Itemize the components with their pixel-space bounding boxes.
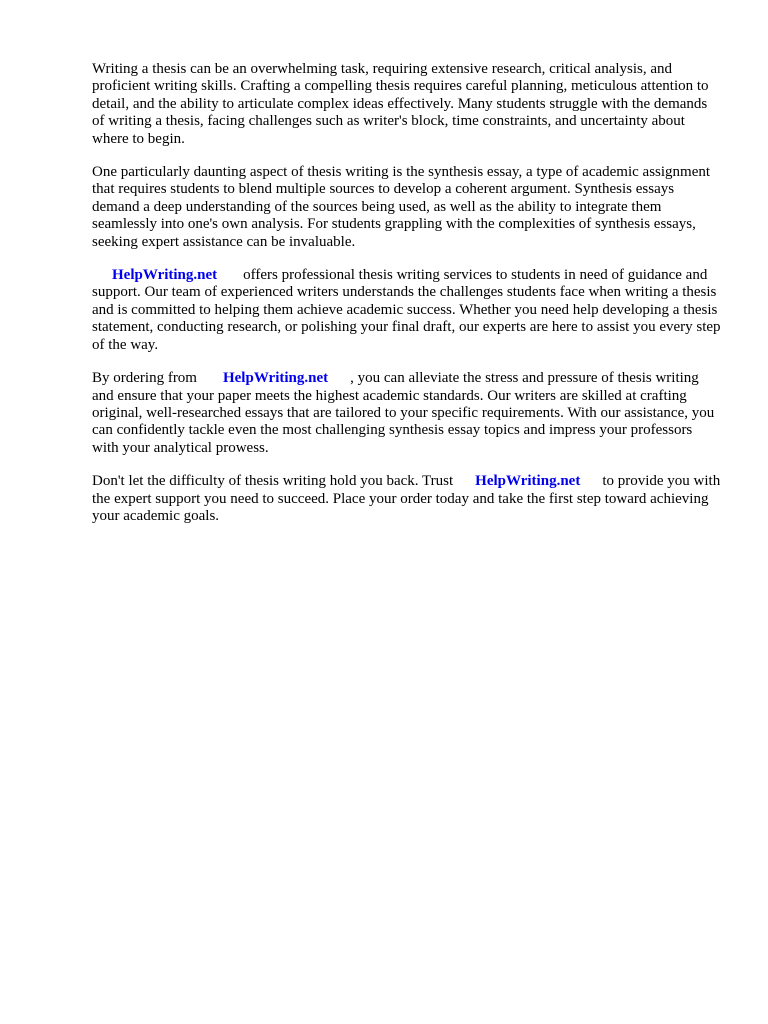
paragraph-service-text: offers professional thesis writing services to students in need of guidance and support. Our team of experienced writers understands the challenges students face when writing a thesis and is committed to helping them achieve academic success. Whether you need help developing a thesis statement, conducting research, or polishing your final draft, our experts are here to assist you every step of the way. [92, 267, 721, 353]
paragraph-closing [92, 473, 722, 525]
document-body [92, 61, 722, 541]
paragraph-closing-text: to provide you with the expert support you need to succeed. Place your order today and take the first step toward achieving your academic goals. [92, 473, 721, 524]
paragraph-synthesis: One particularly daunting aspect of thesis writing is the synthesis essay, a type of academic assignment that requires students to blend multiple sources to develop a coherent argument. Synthesis essays demand a deep understanding of the sources being used, as well as the ability to integrate them seamlessly into one's own analysis. For students grappling with the complexities of synthesis essays, seeking expert assistance can be invaluable. [92, 164, 711, 250]
paragraph-closing-lead: Don't let the difficulty of thesis writing hold you back. Trust [92, 473, 454, 490]
paragraph-ordering [92, 370, 722, 457]
helpwriting-link-1[interactable]: HelpWriting.net [112, 267, 218, 284]
helpwriting-link-3[interactable]: HelpWriting.net [475, 473, 581, 490]
paragraph-intro: Writing a thesis can be an overwhelming task, requiring extensive research, critical analysis, and proficient writing skills. Crafting a compelling thesis requires careful planning, meticulous attention to detail, and the ability to articulate complex ideas effectively. Many students struggle with the demands of writing a thesis, facing challenges such as writer's block, time constraints, and uncertainty about where to begin. [92, 61, 709, 147]
paragraph-ordering-text: , you can alleviate the stress and pressure of thesis writing and ensure that your paper meets the highest academic standards. Our writers are skilled at crafting original, well-researched essays that are tailored to your specific requirements. With our assistance, you can confidently tackle even the most challenging synthesis essay topics and impress your professors with your analytical prowess. [92, 370, 715, 456]
paragraph-service [92, 267, 722, 354]
helpwriting-link-2[interactable]: HelpWriting.net [222, 370, 329, 387]
paragraph-ordering-lead: By ordering from [92, 370, 197, 387]
